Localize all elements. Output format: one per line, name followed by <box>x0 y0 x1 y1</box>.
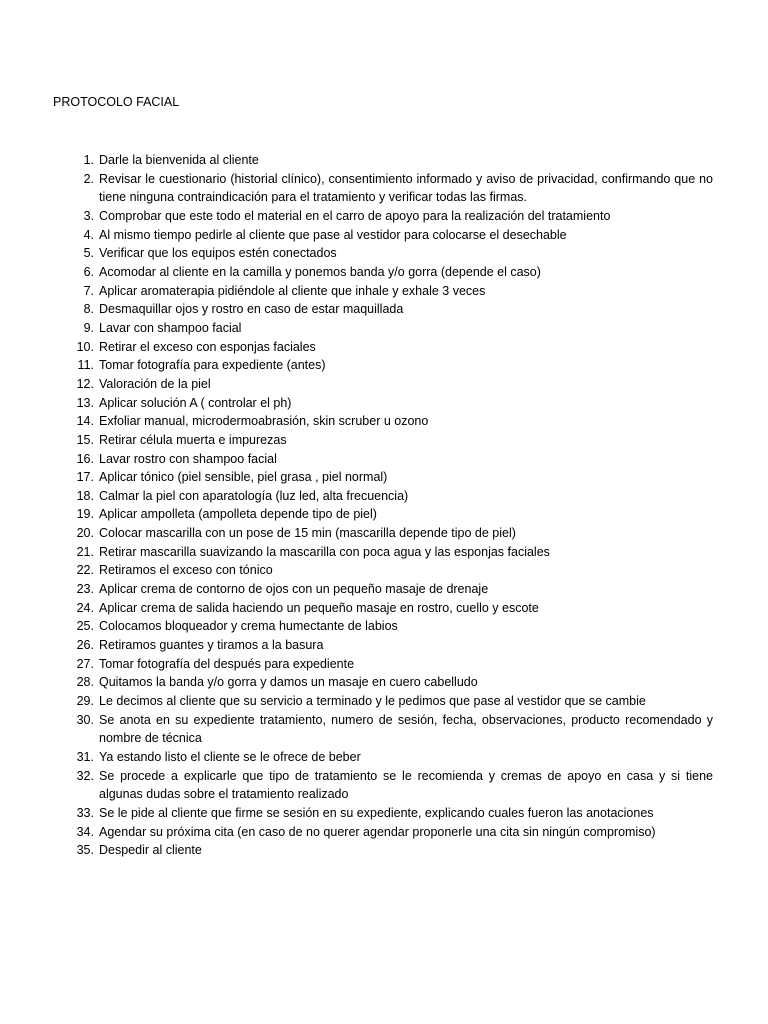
protocol-step <box>53 170 713 207</box>
step-number: 31. <box>76 750 94 764</box>
step-number: 24. <box>76 600 94 615</box>
step-text: Aplicar crema de contorno de ojos con un pequeño masaje de drenaje <box>99 582 489 597</box>
step-text: Retirar el exceso con esponjas faciales <box>99 339 316 354</box>
protocol-step <box>53 841 713 860</box>
step-number: 5. <box>83 246 94 261</box>
step-number: 35. <box>76 843 94 858</box>
step-number: 16. <box>76 451 94 466</box>
protocol-step <box>53 505 713 524</box>
step-text: Retirar célula muerta e impurezas <box>99 432 287 447</box>
step-text: Darle la bienvenida al cliente <box>99 153 259 167</box>
step-text: Aplicar ampolleta (ampolleta depende tipo de piel) <box>99 507 377 522</box>
step-number: 22. <box>76 563 94 578</box>
protocol-step <box>53 543 713 562</box>
protocol-step <box>53 580 713 599</box>
step-number: 19. <box>76 507 94 522</box>
step-number: 9. <box>83 320 94 335</box>
protocol-steps-list <box>53 151 713 860</box>
step-number: 8. <box>83 302 94 317</box>
step-number: 32. <box>76 768 94 783</box>
protocol-step <box>53 450 713 469</box>
step-number: 2. <box>83 171 94 186</box>
step-number: 20. <box>76 526 94 541</box>
step-number: 17. <box>76 470 94 485</box>
protocol-step <box>53 561 713 580</box>
protocol-step <box>53 487 713 506</box>
protocol-step <box>53 655 713 674</box>
protocol-step <box>53 207 713 226</box>
step-text: Lavar con shampoo facial <box>99 320 242 335</box>
step-number: 4. <box>83 227 94 242</box>
step-text: Verificar que los equipos estén conectados <box>99 246 337 261</box>
protocol-step <box>53 524 713 543</box>
step-text: Ya estando listo el cliente se le ofrece de beber <box>99 750 361 764</box>
step-text: Calmar la piel con aparatología (luz led, alta frecuencia) <box>99 488 409 503</box>
step-text: Aplicar tónico (piel sensible, piel grasa , piel normal) <box>99 470 388 485</box>
step-number: 21. <box>76 544 94 559</box>
step-text: Comprobar que este todo el material en el carro de apoyo para la realización del tratamiento <box>99 208 611 223</box>
protocol-step <box>53 804 713 823</box>
step-text: Quitamos la banda y/o gorra y damos un masaje en cuero cabelludo <box>99 675 478 690</box>
step-text: Exfoliar manual, microdermoabrasión, skin scruber u ozono <box>99 414 429 429</box>
document-title: PROTOCOLO FACIAL <box>53 95 180 109</box>
protocol-step <box>53 748 713 767</box>
step-number: 34. <box>76 824 94 839</box>
step-number: 11. <box>77 358 94 373</box>
step-text: Revisar le cuestionario (historial clínico), consentimiento informado y aviso de privacidad, confirmando que no tiene ninguna contraindicación para el tratamiento y verificar todas las firmas. <box>99 171 713 205</box>
step-text: Tomar fotografía del después para expediente <box>99 656 355 671</box>
step-text: Aplicar aromaterapia pidiéndole al cliente que inhale y exhale 3 veces <box>99 283 486 298</box>
protocol-step <box>53 338 713 357</box>
step-number: 23. <box>76 582 94 597</box>
step-text: Aplicar solución A ( controlar el ph) <box>99 395 292 410</box>
step-number: 27. <box>76 656 94 671</box>
protocol-step <box>53 468 713 487</box>
protocol-step <box>53 151 713 170</box>
protocol-step <box>53 226 713 245</box>
protocol-step <box>53 599 713 618</box>
step-number: 26. <box>76 638 94 653</box>
step-number: 6. <box>83 264 94 279</box>
protocol-step <box>53 319 713 338</box>
step-text: Retiramos el exceso con tónico <box>99 563 273 578</box>
protocol-step <box>53 617 713 636</box>
step-number: 10. <box>76 339 94 354</box>
step-text: Despedir al cliente <box>99 843 202 858</box>
protocol-step <box>53 692 713 711</box>
step-text: Colocamos bloqueador y crema humectante de labios <box>99 619 398 634</box>
step-text: Lavar rostro con shampoo facial <box>99 451 277 466</box>
step-number: 28. <box>76 675 94 690</box>
step-number: 33. <box>76 805 94 820</box>
step-number: 18. <box>76 488 94 503</box>
step-text: Valoración de la piel <box>99 376 211 391</box>
protocol-step <box>53 356 713 375</box>
step-number: 1. <box>83 153 94 167</box>
step-number: 30. <box>76 712 94 727</box>
step-number: 15. <box>76 432 94 447</box>
protocol-step <box>53 673 713 692</box>
protocol-step <box>53 412 713 431</box>
step-text: Desmaquillar ojos y rostro en caso de estar maquillada <box>99 302 404 317</box>
step-number: 3. <box>83 208 94 223</box>
protocol-step <box>53 375 713 394</box>
step-number: 13. <box>76 395 94 410</box>
step-text: Le decimos al cliente que su servicio a terminado y le pedimos que pase al vestidor que se cambie <box>99 694 646 709</box>
protocol-step <box>53 711 713 748</box>
step-text: Aplicar crema de salida haciendo un pequeño masaje en rostro, cuello y escote <box>99 600 539 615</box>
step-text: Se anota en su expediente tratamiento, numero de sesión, fecha, observaciones, producto recomendado y nombre de técnica <box>99 712 713 746</box>
protocol-step <box>53 300 713 319</box>
step-text: Acomodar al cliente en la camilla y ponemos banda y/o gorra (depende el caso) <box>99 264 541 279</box>
step-text: Colocar mascarilla con un pose de 15 min (mascarilla depende tipo de piel) <box>99 526 516 541</box>
protocol-step <box>53 767 713 804</box>
protocol-step <box>53 282 713 301</box>
protocol-step <box>53 431 713 450</box>
step-text: Retirar mascarilla suavizando la mascarilla con poca agua y las esponjas faciales <box>99 544 550 559</box>
step-number: 7. <box>83 283 94 298</box>
protocol-step <box>53 394 713 413</box>
step-text: Se procede a explicarle que tipo de tratamiento se le recomienda y cremas de apoyo en casa y si tiene algunas dudas sobre el tratamiento realizado <box>99 768 713 802</box>
step-number: 12. <box>76 376 94 391</box>
step-text: Al mismo tiempo pedirle al cliente que pase al vestidor para colocarse el desechable <box>99 227 567 242</box>
protocol-step <box>53 263 713 282</box>
step-text: Se le pide al cliente que firme se sesión en su expediente, explicando cuales fueron las anotaciones <box>99 805 654 820</box>
step-number: 14. <box>76 414 94 429</box>
step-text: Tomar fotografía para expediente (antes) <box>99 358 326 373</box>
step-number: 25. <box>76 619 94 634</box>
step-text: Retiramos guantes y tiramos a la basura <box>99 638 324 653</box>
protocol-step <box>53 823 713 842</box>
protocol-step <box>53 244 713 263</box>
step-number: 29. <box>76 694 94 709</box>
step-text: Agendar su próxima cita (en caso de no querer agendar proponerle una cita sin ningún compromiso) <box>99 824 656 839</box>
protocol-step <box>53 636 713 655</box>
